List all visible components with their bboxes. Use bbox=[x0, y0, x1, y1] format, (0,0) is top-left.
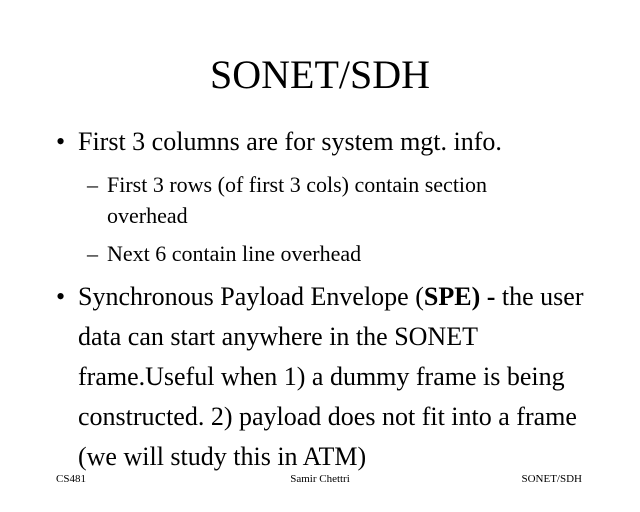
subitem-text: Next 6 contain line overhead bbox=[107, 241, 362, 266]
bullet-mark: • bbox=[56, 127, 66, 156]
bullet-text bbox=[78, 277, 598, 477]
footer-course: CS481 bbox=[56, 473, 86, 485]
footer-slide-title: SONET/SDH bbox=[521, 473, 582, 485]
slide-title: SONET/SDH bbox=[209, 52, 431, 97]
bullet-text-prefix: Synchronous Payload Envelope ( bbox=[78, 282, 424, 311]
bullet-text: First 3 columns are for system mgt. info. bbox=[78, 127, 502, 156]
subitem-text: First 3 rows (of first 3 cols) contain section overhead bbox=[107, 172, 488, 228]
subitem-mark: – bbox=[87, 241, 98, 266]
spe-emphasis-close: ) - bbox=[471, 282, 496, 311]
bullet-mark: • bbox=[56, 282, 66, 311]
bullet-text-rest: the user data can start anywhere in the SONET frame.Useful when 1) a dummy frame is being constructed. 2) payload does not fit into a frame (we will study this in ATM) bbox=[78, 282, 584, 471]
spe-emphasis: SPE bbox=[423, 282, 472, 311]
subitem-mark: – bbox=[87, 172, 98, 197]
footer-author: Samir Chettri bbox=[290, 473, 350, 485]
